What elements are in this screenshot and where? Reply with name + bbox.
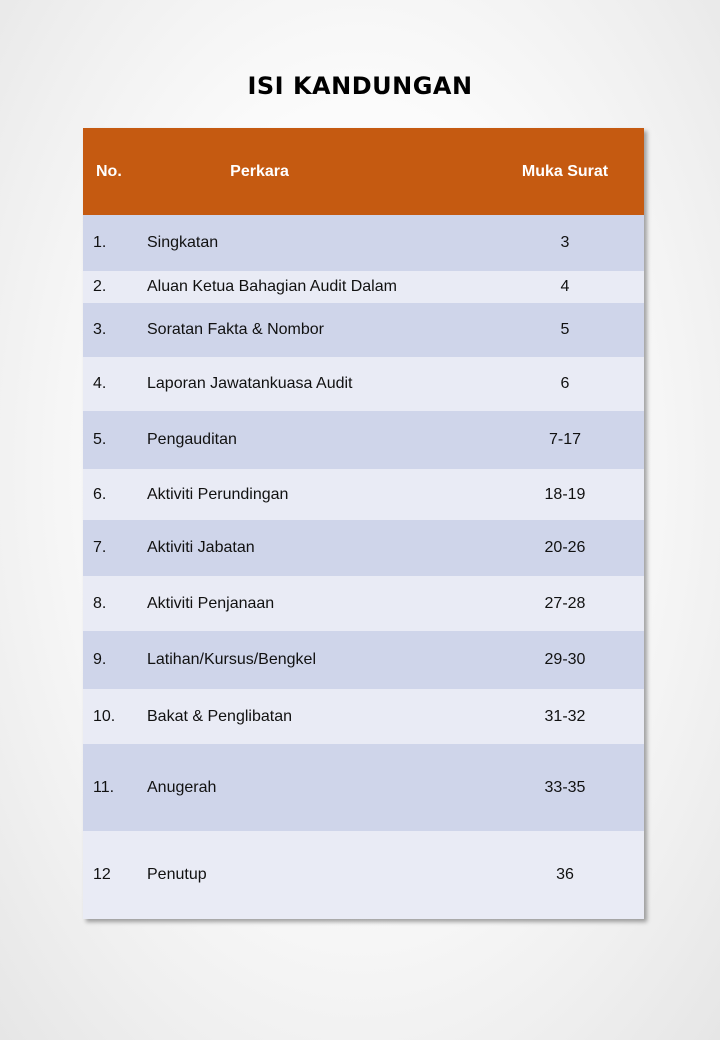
table-row (83, 303, 644, 357)
row-number: 12 (93, 866, 111, 883)
contents-table (83, 128, 644, 919)
table-row (83, 357, 644, 411)
row-number: 1. (93, 234, 107, 251)
row-number: 2. (93, 278, 107, 295)
row-item: Singkatan (147, 234, 219, 251)
row-page: 7-17 (548, 431, 582, 448)
row-page: 3 (560, 234, 570, 251)
table-row (83, 576, 644, 631)
row-item: Soratan Fakta & Nombor (147, 321, 324, 338)
row-item: Penutup (147, 866, 207, 883)
header-item: Perkara (230, 162, 289, 180)
table-row (83, 689, 644, 744)
row-number: 7. (93, 539, 107, 556)
row-page: 6 (560, 375, 570, 392)
table-header (83, 128, 644, 215)
row-item: Aktiviti Jabatan (147, 539, 255, 556)
table-row (83, 469, 644, 520)
row-page: 27-28 (544, 594, 586, 612)
row-item: Aluan Ketua Bahagian Audit Dalam (147, 278, 397, 295)
row-number: 10. (93, 707, 116, 725)
row-page: 29-30 (544, 651, 586, 668)
table-row (83, 215, 644, 271)
row-page: 33-35 (544, 778, 586, 796)
row-item: Bakat & Penglibatan (147, 707, 292, 725)
page-title: ISI KANDUNGAN (247, 72, 473, 100)
row-item: Anugerah (147, 778, 217, 796)
row-page: 18-19 (544, 485, 586, 503)
table-row (83, 831, 644, 919)
header-page: Muka Surat (521, 162, 609, 180)
row-number: 6. (93, 485, 107, 503)
row-number: 9. (93, 651, 107, 668)
row-page: 20-26 (544, 539, 586, 556)
row-item: Aktiviti Perundingan (147, 485, 289, 503)
row-page: 31-32 (544, 707, 586, 725)
row-page: 5 (560, 321, 570, 338)
row-number: 3. (93, 321, 107, 338)
table-row (83, 520, 644, 576)
row-item: Latihan/Kursus/Bengkel (147, 651, 316, 668)
table-row (83, 271, 644, 303)
row-page: 4 (560, 278, 570, 295)
row-item: Aktiviti Penjanaan (147, 594, 275, 612)
row-number: 4. (93, 375, 107, 392)
row-number: 8. (93, 594, 107, 612)
row-item: Pengauditan (147, 431, 237, 448)
header-no: No. (96, 162, 122, 180)
row-number: 11. (93, 778, 115, 796)
row-number: 5. (93, 431, 107, 448)
table-row (83, 631, 644, 689)
row-page: 36 (556, 866, 574, 883)
row-item: Laporan Jawatankuasa Audit (147, 375, 353, 392)
table-row (83, 411, 644, 469)
table-row (83, 744, 644, 831)
